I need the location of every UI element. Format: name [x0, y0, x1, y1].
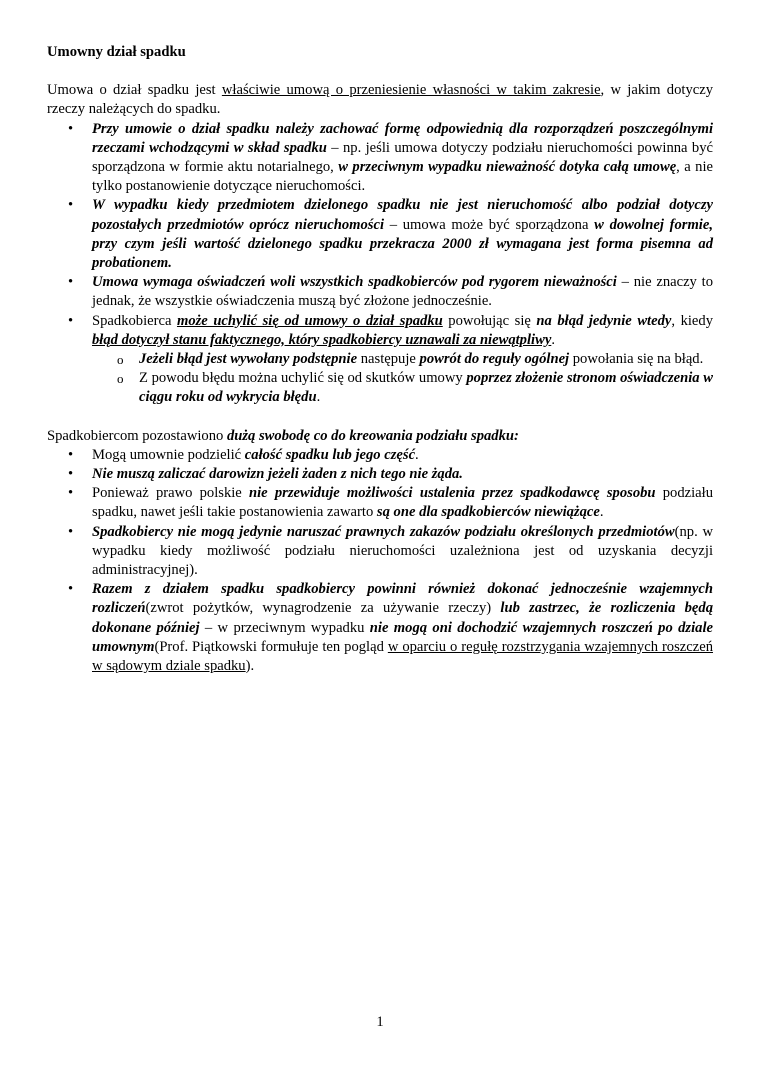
intro-underlined: właściwie umową o przeniesienie własności w takim zakresie [221, 82, 601, 99]
lead-text: Spadkobiercom pozostawiono [47, 427, 227, 444]
bullet-text: Ponieważ prawo polskie [92, 485, 249, 502]
bullet-emphasis: Umowa wymaga oświadczeń woli wszystkich spadkobierców pod rygorem nieważności [92, 274, 617, 291]
spacer [47, 408, 713, 427]
bullet-emphasis: Razem z działem spadku spadkobiercy powinni również dokonać jednocześnie wzajemnych rozliczeń [92, 581, 713, 617]
bullet-text: . [551, 331, 555, 348]
bullet-text: powołania się na błąd. [569, 351, 704, 368]
bullet-emphasis: Jeżeli błąd jest wywołany podstępnie [139, 351, 358, 368]
bullet-emphasis: Nie muszą zaliczać darowizn jeżeli żaden z nich tego nie żąda. [92, 466, 463, 483]
bullet-item [47, 273, 713, 311]
bullet-text: podziału spadku, nawet jeśli takie postanowienia zawarto [92, 485, 713, 521]
bullet-emphasis: Przy umowie o dział spadku należy zachować formę odpowiednią dla rozporządzeń poszczególnymi rzeczami wchodzącymi w skład spadku [92, 120, 713, 156]
bullet-text: – nie znaczy to jednak, że wszystkie oświadczenia muszą być złożone jednocześnie. [92, 274, 714, 310]
bullet-emphasis: lub zastrzec, że rozliczenia będą dokonane później [92, 600, 713, 636]
section1-bullets [47, 120, 713, 408]
bullet-text: . [599, 504, 604, 521]
bullet-text: (np. w wypadku kiedy możliwość podziału nieruchomości uzależniona jest od uzyskania decyzji administracyjnej). [92, 523, 714, 579]
bullet-emphasis: nie przewiduje możliwości ustalenia przez spadkodawcę sposobu [249, 485, 656, 502]
bullet-text: Spadkobierca [92, 312, 177, 329]
bullet-emphasis: są one dla spadkobierców niewiążące [376, 504, 600, 521]
sub-bullet-item [47, 350, 713, 369]
bullet-underlined: w oparciu o regułę rozstrzygania wzajemnych roszczeń w sądowym dziale spadku [92, 638, 713, 675]
bullet-emphasis: W wypadku kiedy przedmiotem dzielonego spadku nie jest nieruchomość albo podział dotyczy pozostałych przedmiotów oprócz nieruchomości [92, 197, 713, 233]
bullet-emphasis: błąd dotyczył stanu faktycznego, który spadkobiercy uznawali za niewątpliwy [92, 331, 552, 348]
bullet-item [47, 312, 713, 408]
lead-emphasis: dużą swobodę co do kreowania podziału spadku: [226, 427, 519, 444]
bullet-emphasis: Spadkobiercy nie mogą jedynie naruszać prawnych zakazów podziału określonych przedmiotów [92, 523, 675, 540]
bullet-emphasis: nie mogą oni dochodzić wzajemnych roszczeń po dziale umownym [92, 619, 713, 655]
document-page [47, 43, 713, 676]
bullet-item [47, 580, 713, 676]
bullet-text: . [316, 389, 321, 406]
bullet-emphasis: w dowolnej formie, przy czym jeśli wartość dzielonego spadku przekracza 2000 zł wymagana jest forma pisemna ad probationem. [92, 216, 713, 272]
bullet-text: Mogą umownie podzielić [92, 446, 245, 463]
bullet-emphasis: na błąd jedynie wtedy [536, 312, 672, 329]
bullet-text: – w przeciwnym wypadku [199, 619, 370, 636]
bullet-text: . [415, 446, 419, 463]
document-title: Umowny dział spadku [47, 44, 186, 60]
sub-bullet-item [47, 369, 713, 407]
bullet-item [47, 523, 713, 581]
bullet-item [47, 120, 713, 197]
bullet-emphasis: całość spadku lub jego część [244, 446, 416, 463]
bullet-emphasis: poprzez złożenie stronom oświadczenia w ciągu roku od wykrycia błędu [139, 370, 713, 406]
bullet-text: Z powodu błędu można uchylić się od skutków umowy [139, 370, 467, 387]
bullet-text: , a nie tylko postanowienie dotyczące nieruchomości. [92, 159, 713, 195]
bullet-item [47, 196, 713, 273]
bullet-emphasis: może uchylić się od umowy o dział spadku [176, 312, 443, 329]
bullet-item [47, 465, 713, 484]
bullet-text: – np. jeśli umowa dotyczy podziału nieruchomości powinna być sporządzona w formie aktu notarialnego, [92, 139, 713, 176]
intro-paragraph [47, 81, 713, 119]
sub-bullets [47, 350, 713, 408]
bullet-text: następuje [357, 351, 420, 368]
bullet-item [47, 484, 713, 522]
bullet-text: – umowa może być sporządzona [384, 216, 595, 233]
bullet-text: powołując się [442, 312, 537, 329]
bullet-text: ). [245, 658, 255, 675]
bullet-text: (Prof. Piątkowski formułuje ten pogląd [154, 638, 388, 655]
bullet-emphasis: w przeciwnym wypadku nieważność dotyka całą umowę [338, 159, 677, 176]
bullet-item [47, 446, 713, 465]
intro-text-1: Umowa o dział spadku jest [47, 82, 222, 99]
intro-text-3: , w jakim dotyczy rzeczy należących do spadku. [47, 82, 713, 118]
bullet-text: (zwrot pożytków, wynagrodzenie za używanie rzeczy) [145, 600, 501, 617]
section2-lead [47, 427, 713, 446]
bullet-emphasis: powrót do reguły ogólnej [419, 351, 570, 368]
section2-bullets [47, 446, 713, 676]
page-number: 1 [376, 1014, 384, 1030]
bullet-text: , kiedy [671, 312, 713, 329]
